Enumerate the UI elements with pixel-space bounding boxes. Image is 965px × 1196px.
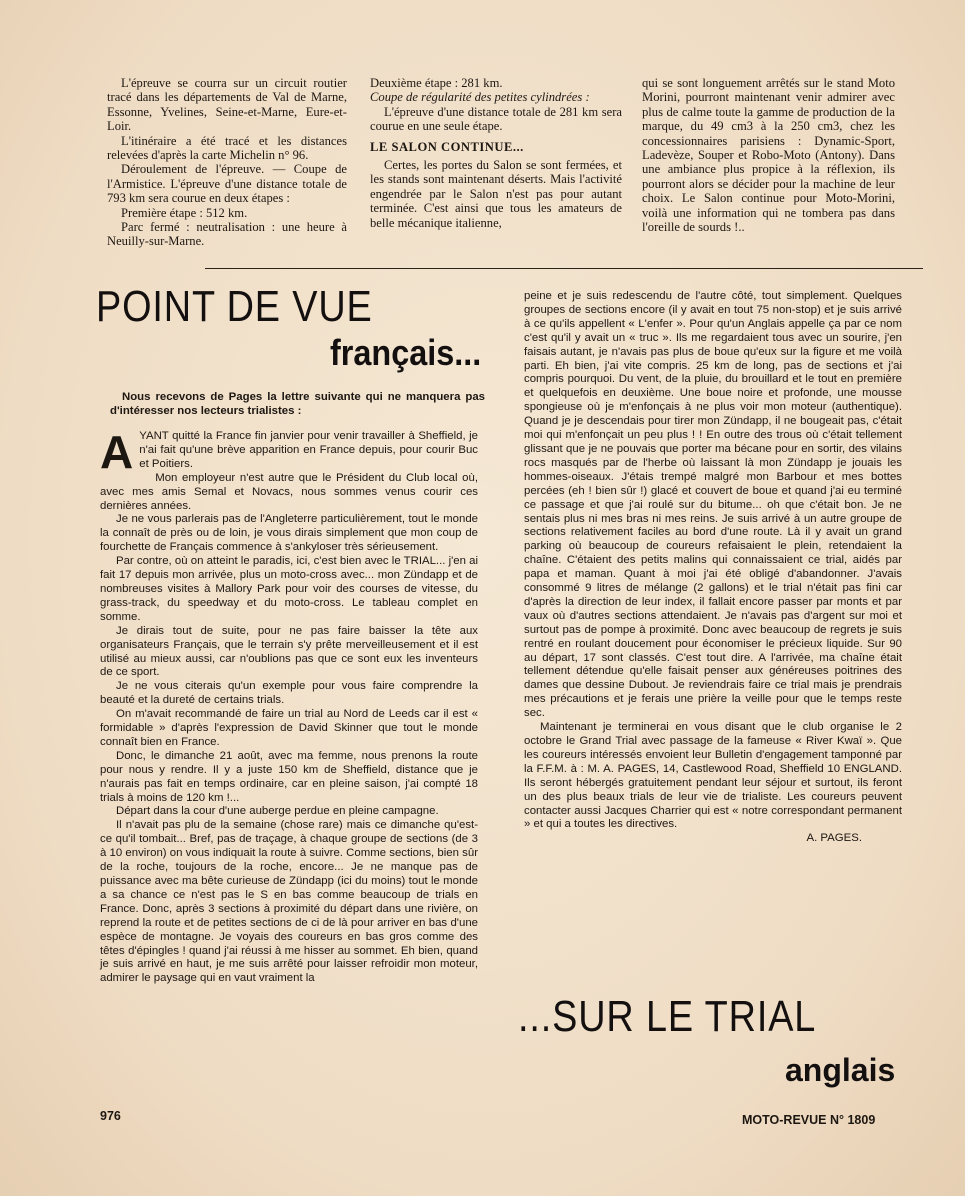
paragraph: Coupe de régularité des petites cylindrées : (370, 90, 590, 105)
page-number: 976 (100, 1109, 121, 1123)
paragraph: Certes, les portes du Salon se sont fermées, et les stands sont maintenant déserts. Mais l'activité engendrée par le Salon n'est pas pour autant terminée. C'est ainsi que tous les amateurs de belle mécanique italienne, (370, 158, 622, 230)
paragraph: L'épreuve d'une distance totale de 281 km sera courue en une seule étape. (370, 104, 622, 134)
paragraph: Première étape : 512 km. (121, 205, 248, 220)
paragraph: Deuxième étape : 281 km. (370, 76, 503, 90)
headline-anglais: anglais (785, 1052, 896, 1088)
drop-cap: A (100, 426, 134, 478)
top-column-2 (370, 76, 622, 230)
paragraph: qui se sont longuement arrêtés sur le stand Moto Morini, pourront maintenant venir admirer avec plus de calme toute la gamme de production de la marque, du 49 cm3 à la 250 cm3, chez les concessionnaires parisiens : Dynamic-Sport, Ladevèze, Souper et Robo-Moto (Antony). Dans une ambiance plus propice à la réflexion, ils pourront alors se décider pour la machine de leur choix. Le Salon continue pour Moto-Morini, voilà une information qui ne tombera pas dans l'oreille de sourds !.. (642, 76, 895, 235)
paragraph: L'épreuve se courra sur un circuit routier tracé dans les départements de Val de Marne, Essonne, Yvelines, Seine-et-Marne, Eure-et-Loir. (107, 76, 347, 134)
paragraph: Maintenant je terminerai en vous disant que le club organise le 2 octobre le Grand Trial avec passage de la fameuse « River Kwaï ». Que les coureurs intéressés envoient leur Bulletin d'engagement tamponné par la F.F.M. à : M. A. PAGES, 14, Castlewood Road, Sheffield 10 ENGLAND. Ils seront hébergés gratuitement pendant leur séjour et surtout, ils feront un des plus beaux trials de leur vie de trialiste. Les coureurs peuvent contacter aussi Jacques Charrier qui est « notre correspondant permanent » et qui a toutes les directives. (524, 721, 902, 831)
top-column-1 (107, 76, 347, 249)
headline-point-de-vue: POINT DE VUE (96, 282, 373, 331)
letter-column-right (524, 290, 902, 846)
paragraph-text: YANT quitté la France fin janvier pour venir travailler à Sheffield, je n'ai fait qu'une brève apparition en France depuis, pour courir Buc et Poitiers. (139, 430, 478, 470)
paragraph: Je ne vous citerais qu'un exemple pour vous faire comprendre la beauté et la dureté de certains trials. (100, 680, 478, 707)
headline-sur-le-trial: ...SUR LE TRIAL (518, 992, 817, 1041)
paragraph: Par contre, où on atteint le paradis, ici, c'est bien avec le TRIAL... j'en ai fait 17 depuis mon arrivée, plus un moto-cross avec... mon Zündapp et de nombreuses visites à Mallory Park pour voir des courses de vitesse, du grass-track, du speedway et du moto-cross. Le tableau complet en somme. (100, 555, 478, 623)
paragraph: Je dirais tout de suite, pour ne pas faire baisser la tête aux organisateurs Français, que le terrain s'y prête merveilleusement et il est utilisé au mieux aussi, car n'oublions pas que ce sont eux les inventeurs de ce sport. (100, 624, 478, 679)
section-subheading: LE SALON CONTINUE... (370, 139, 524, 154)
top-column-3 (642, 76, 895, 234)
paragraph: peine et je suis redescendu de l'autre côté, tout simplement. Quelques groupes de sections encore (il y avait en tout 75 non-stop) et je suis arrivé à ce qu'ils appellent « L'enfer ». Pour qu'un Anglais appelle ça par ce nom c'est qu'il y avait un « truc ». Ils me regardaient tous avec un sourire, j'en faisais autant, je n'avais pas plus de boue qu'eux sur la figure et me voilà parti. Eh bien, j'ai vite compris. 25 km de long, pas de sections et j'ai compris pourquoi. Du vent, de la pluie, du brouillard et le tout en première et quelquefois en deuxième. Une boue noire et profonde, une mousse spongieuse où je m'enfonçais à ne plus voir mon moteur (authentique). Quand je je descendais pour tirer mon Zündapp, il ne bougeait pas, c'était moi qui m'enfonçait un peu plus ! ! En outre des trous où c'était tellement glissant que je ne pouvais que porter ma bécane pour en sortir, des vilains rocs masqués par de l'herbe où laissant là mon Zündapp je jouais les hommes-oiseaux. J'étais trempé malgré mon Barbour et mes bottes percées (eh ! bien sûr !) glacé et couvert de boue et quand j'ai eu terminé ce passage et que j'ai roulé sur du bitume... oh que c'était bon. Je ne sentais plus ni mes bras ni mes reins. Je suis arrivé à un autre groupe de sections relativement faciles au bord d'une route. Là il y avait un grand parking où beaucoup de coureurs refaisaient le plein, retendaient la chaîne. C'étaient des petits malins qui connaissaient ce trial, aidés par papa et maman. Quant à moi j'ai été obligé d'abandonner. J'avais consommé 9 litres de mélange (2 gallons) et le trial n'était pas fini car d'après la direction de leur index, il fallait encore passer par monts et par vaux où d'autres sections attendaient. Je n'avais pas d'argent sur moi et surtout pas de pompe à proximité. Donc avec beaucoup de regrets je suis rentré en roulant doucement pour économiser le précieux liquide. Sur 90 au départ, 17 sont classés. C'est tout dire. A l'arrivée, ma chaîne était tellement détendue qu'elle faisait penser aux généreuses poitrines des dames que dessine Dubout. Je reviendrais faire ce trial mais je prendrais mes précautions et je ferais une prière la veille pour que le temps reste sec. (524, 290, 902, 720)
paragraph: Mon employeur n'est autre que le Président du Club local où, avec mes amis Semal et Novacs, nous sommes venus courir ces dernières années. (100, 471, 478, 512)
horizontal-rule (205, 268, 923, 269)
magazine-issue: MOTO-REVUE N° 1809 (742, 1113, 876, 1127)
article-intro: Nous recevons de Pages la lettre suivante qui ne manquera pas d'intéresser nos lecteurs trialistes : (110, 391, 485, 417)
paragraph: Déroulement de l'épreuve. — Coupe de l'Armistice. L'épreuve d'une distance totale de 793 km sera courue en deux étapes : (107, 162, 347, 206)
paragraph (100, 426, 478, 478)
headline-francais: français... (330, 332, 482, 373)
paragraph: Je ne vous parlerais pas de l'Angleterre particulièrement, tout le monde la connaît de près ou de loin, je vous dirais simplement que mon coup de fourchette de Français commence à s'ankyloser très sérieusement. (100, 513, 478, 554)
paragraph: Il n'avait pas plu de la semaine (chose rare) mais ce dimanche qu'est-ce qu'il tombait... Bref, pas de traçage, à chaque groupe de sections (de 3 à 10 environ) on vous indiquait la route à suivre. Comme sections, bien sûr de la roche, toujours de la roche, encore... Je ne manque pas de puissance avec ma bête curieuse de Zündapp (ici du moins) tout le monde a sa chance ce n'est pas le S en bas comme beaucoup de trials en France. Donc, après 3 sections à proximité du départ dans une rivière, on reprend la route et de petites sections de ci de là pour arriver en bas d'une espèce de montagne. Je voyais des coureurs en bas gros comme des têtes d'épingles ! quand j'ai réussi à me hisser au sommet. Eh bien, quand je suis arrivé en haut, je me suis arrêté pour laisser refroidir mon moteur, admirer le paysage qui en vaut vraiment la (100, 819, 478, 985)
paragraph: Parc fermé : neutralisation : une heure à Neuilly-sur-Marne. (107, 220, 347, 249)
paragraph: Donc, le dimanche 21 août, avec ma femme, nous prenons la route pour nous y rendre. Il y a juste 150 km de Sheffield, distance que je n'aurais pas fait en temps ordinaire, car en pleine saison, j'ai compté 18 trials à moins de 120 km !... (100, 749, 478, 804)
letter-column-left (100, 426, 478, 986)
paragraph: On m'avait recommandé de faire un trial au Nord de Leeds car il est « formidable » d'après l'expression de David Skinner que tout le monde connaît bien en France. (100, 708, 478, 748)
paragraph: Départ dans la cour d'une auberge perdue en pleine campagne. (116, 805, 439, 818)
signature: A. PAGES. (806, 832, 862, 845)
paragraph: L'itinéraire a été tracé et les distances relevées d'après la carte Michelin n° 96. (107, 133, 347, 163)
